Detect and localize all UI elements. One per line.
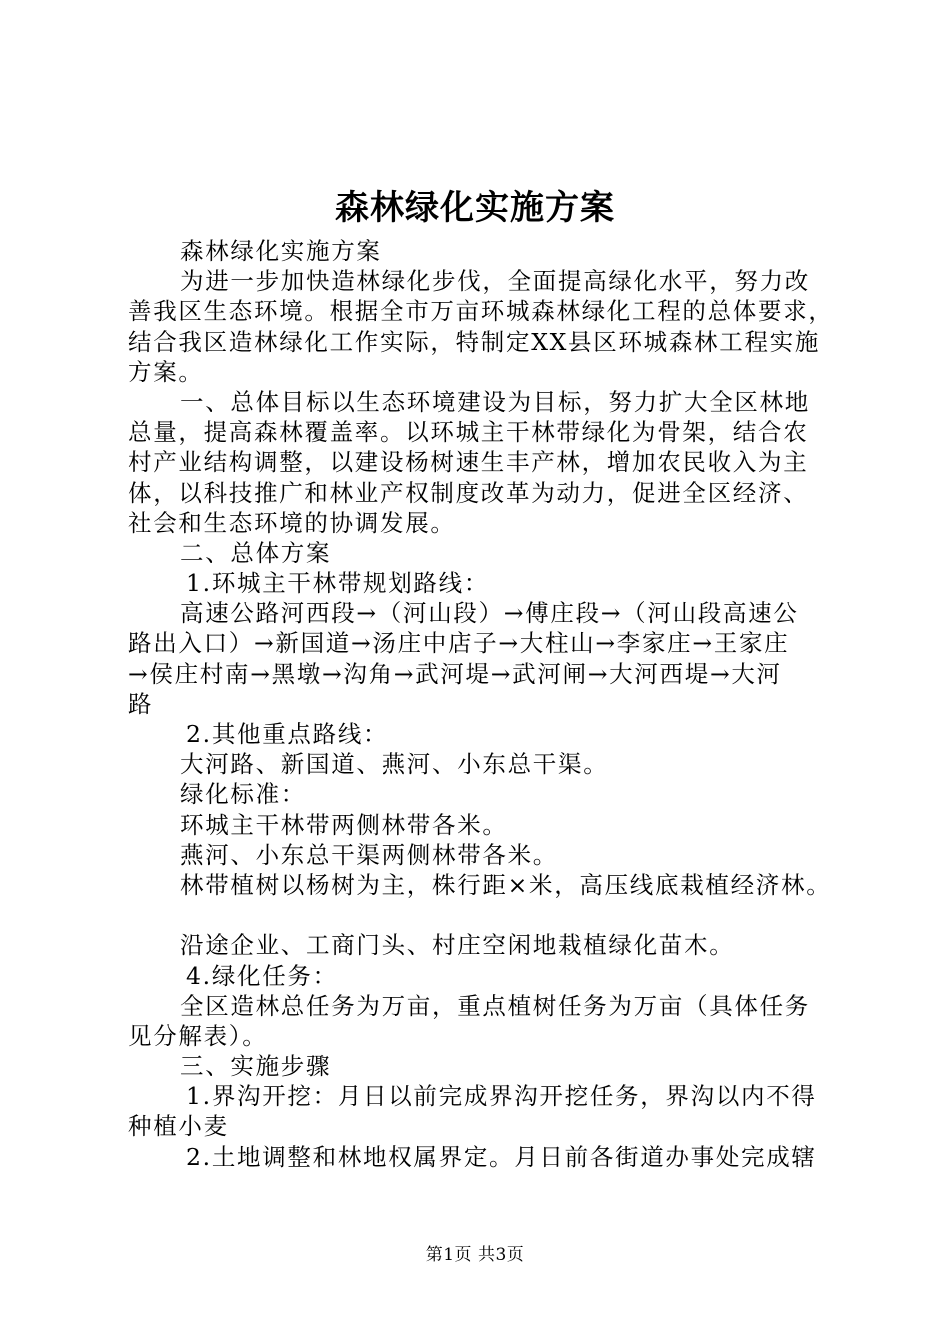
body-line: 森林绿化实施方案 — [180, 237, 382, 265]
body-line: 为进一步加快造林绿化步伐，全面提高绿化水平，努力改 — [180, 267, 810, 296]
body-line: 善我区生态环境。根据全市万亩环城森林绿化工程的总体要求， — [128, 297, 834, 326]
subsection-heading: 1.环城主干林带规划路线： — [186, 569, 490, 598]
body-line: 一、总体目标以生态环境建设为目标，努力扩大全区林地 — [180, 387, 810, 416]
body-line: 结合我区造林绿化工作实际，特制定XX县区环城森林工程实施 — [128, 327, 821, 356]
section-heading: 二、总体方案 — [180, 538, 332, 567]
body-line: 路出入口）→新国道→汤庄中店子→大柱山→李家庄→王家庄 — [128, 629, 790, 658]
body-line: 燕河、小东总干渠两侧林带各米。 — [180, 840, 558, 869]
page-footer: 第1页 共3页 — [425, 1245, 525, 1265]
body-line: 体，以科技推广和林业产权制度改革为动力，促进全区经济、 — [128, 478, 809, 507]
subsection-heading: 4.绿化任务： — [186, 961, 338, 990]
body-line: 见分解表）。 — [128, 1021, 268, 1050]
subsection-heading: 2.其他重点路线： — [186, 720, 389, 748]
body-line: 总量，提高森林覆盖率。以环城主干林带绿化为骨架，结合农 — [128, 418, 809, 447]
body-line: 林带植树以杨树为主，株行距×米，高压线底栽植经济林。 — [180, 870, 832, 899]
body-line: 全区造林总任务为万亩，重点植树任务为万亩（具体任务 — [180, 991, 810, 1020]
section-heading: 三、实施步骤 — [180, 1052, 332, 1081]
body-line: 高速公路河西段→（河山段）→傅庄段→（河山段高速公 — [180, 599, 799, 628]
body-line: 方案。 — [128, 357, 204, 386]
body-line: 沿途企业、工商门头、村庄空闲地栽植绿化苗木。 — [180, 931, 735, 960]
body-line: 环城主干林带两侧林带各米。 — [180, 810, 508, 839]
body-line: 社会和生态环境的协调发展。 — [128, 508, 456, 537]
document-title: 森林绿化实施方案 — [335, 188, 615, 228]
body-line: 种植小麦 — [128, 1112, 229, 1141]
body-line: 大河路、新国道、燕河、小东总干渠。 — [180, 750, 609, 779]
body-line: 绿化标准： — [180, 780, 306, 809]
body-line: 1.界沟开挖：月日以前完成界沟开挖任务，界沟以内不得 — [186, 1082, 817, 1111]
blank-line — [128, 900, 838, 930]
body-line: 2.土地调整和林地权属界定。月日前各街道办事处完成辖 — [186, 1142, 817, 1171]
body-line: 路 — [128, 689, 154, 718]
body-line: →侯庄村南→黑墩→沟角→武河堤→武河闸→大河西堤→大河 — [128, 659, 782, 688]
body-line: 村产业结构调整，以建设杨树速生丰产林，增加农民收入为主 — [128, 448, 809, 477]
document-body — [128, 236, 838, 1172]
